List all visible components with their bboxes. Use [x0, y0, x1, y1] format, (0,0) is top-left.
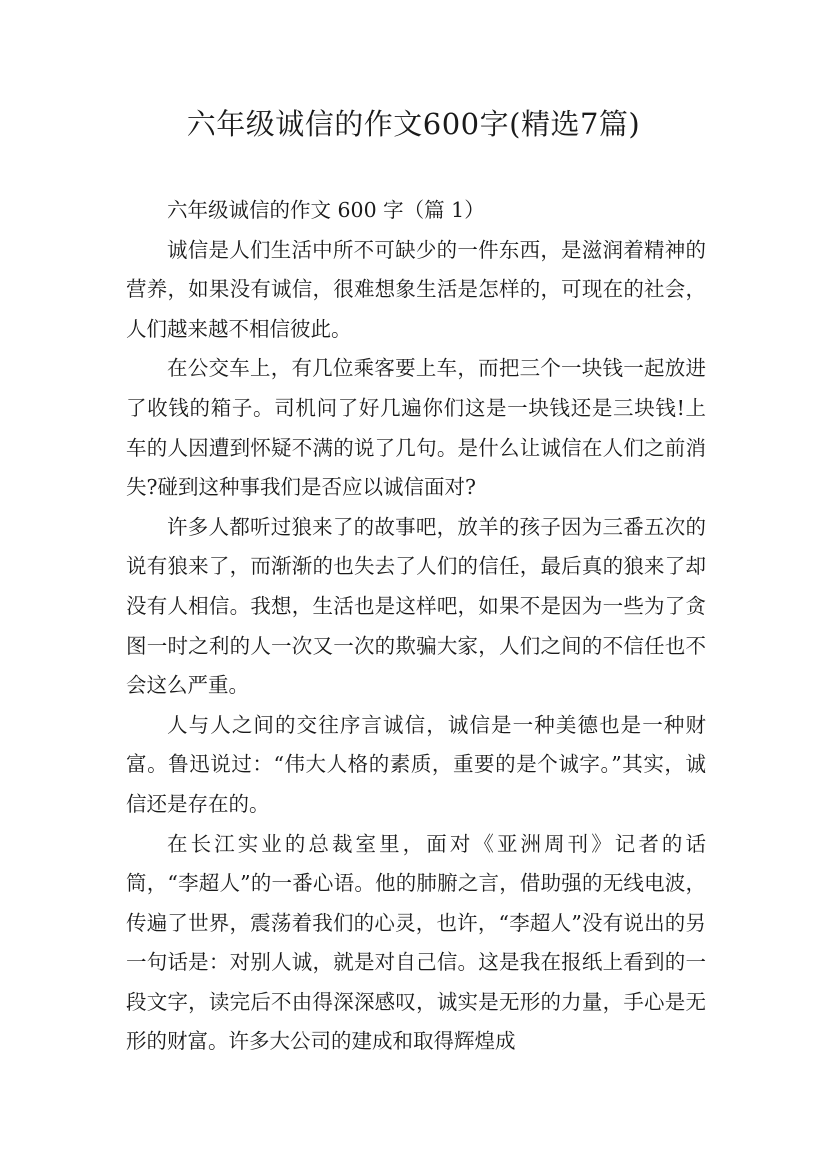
- document-title: 六年级诚信的作文600字(精选7篇): [186, 107, 641, 141]
- paragraph-5: 在长江实业的总裁室里，面对《亚洲周刊》记者的话筒，“李超人”的一番心语。他的肺腑之言，借助强的无线电波，传遍了世界，震荡着我们的心灵，也许，“李超人”没有说出的另一句话是：对别人诚，就是对自己信。这是我在报纸上看到的一段文字，读完后不由得深深感叹，诚实是无形的力量，手心是无形的财富。许多大公司的建成和取得辉煌成: [126, 831, 706, 1054]
- section-heading: 六年级诚信的作文 600 字（篇 1）: [167, 198, 485, 222]
- paragraph-1: 诚信是人们生活中所不可缺少的一件东西，是滋润着精神的营养，如果没有诚信，很难想象生活是怎样的，可现在的社会，人们越来越不相信彼此。: [126, 237, 706, 341]
- document-body: [126, 191, 706, 1062]
- paragraph-3: 许多人都听过狼来了的故事吧，放羊的孩子因为三番五次的说有狼来了，而渐渐的也失去了人们的信任，最后真的狼来了却没有人相信。我想，生活也是这样吧，如果不是因为一些为了贪图一时之利的人一次又一次的欺骗大家，人们之间的不信任也不会这么严重。: [126, 514, 706, 698]
- paragraph-2: 在公交车上，有几位乘客要上车，而把三个一块钱一起放进了收钱的箱子。司机问了好几遍你们这是一块钱还是三块钱!上车的人因遭到怀疑不满的说了几句。是什么让诚信在人们之前消失?碰到这种事我们是否应以诚信面对?: [126, 356, 706, 500]
- paragraph-4: 人与人之间的交往序言诚信，诚信是一种美德也是一种财富。鲁迅说过：“伟大人格的素质，重要的是个诚字。”其实，诚信还是存在的。: [126, 712, 706, 816]
